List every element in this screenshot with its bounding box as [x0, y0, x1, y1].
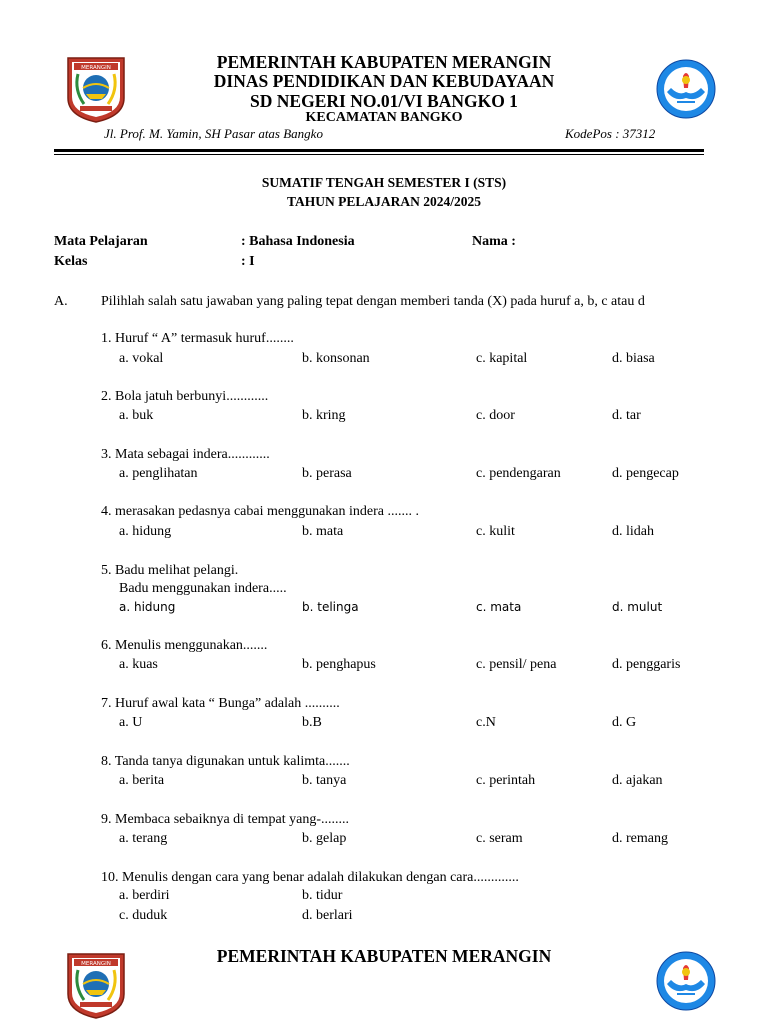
option-1c: c. kapital: [476, 351, 528, 366]
option-5d: d. mulut: [612, 600, 663, 614]
option-7a: a. U: [119, 715, 143, 730]
header-line-2: DINAS PENDIDIKAN DAN KEBUDAYAAN: [213, 71, 555, 91]
option-6d: d. penggaris: [612, 657, 681, 672]
postcode: KodePos : 37312: [565, 126, 656, 141]
question-10: 10. Menulis dengan cara yang benar adalah dilakukan dengan cara.............: [101, 870, 519, 885]
option-4c: c. kulit: [476, 524, 515, 539]
header-line-1: PEMERINTAH KABUPATEN MERANGIN: [216, 52, 552, 72]
question-8: 8. Tanda tanya digunakan untuk kalimta.......: [101, 754, 350, 769]
option-2b: b. kring: [302, 408, 346, 423]
option-9d: d. remang: [612, 831, 668, 846]
option-6c: c. pensil/ pena: [476, 657, 557, 672]
header-line-3: SD NEGERI NO.01/VI BANGKO 1: [250, 91, 518, 111]
question-6: 6. Menulis menggunakan.......: [101, 638, 268, 653]
option-1b: b. konsonan: [302, 351, 370, 366]
option-4a: a. hidung: [119, 524, 172, 539]
option-2c: c. door: [476, 408, 515, 423]
question-9: 9. Membaca sebaiknya di tempat yang-........: [101, 812, 350, 827]
option-6b: b. penghapus: [302, 657, 376, 672]
option-10a: a. berdiri: [119, 888, 170, 903]
header-rule-thick: [54, 149, 704, 152]
option-1a: a. vokal: [119, 351, 164, 366]
question-5-line-2: Badu menggunakan indera.....: [119, 581, 287, 596]
option-9c: c. seram: [476, 831, 523, 846]
option-4d: d. lidah: [612, 524, 654, 539]
option-7b: b.B: [302, 715, 322, 730]
exam-title: SUMATIF TENGAH SEMESTER I (STS): [261, 175, 507, 190]
option-4b: b. mata: [302, 524, 344, 539]
svg-text:MERANGIN: MERANGIN: [81, 961, 111, 967]
option-5c: c. mata: [476, 600, 522, 614]
option-3d: d. pengecap: [612, 466, 679, 481]
header-line-4: KECAMATAN BANGKO: [305, 110, 463, 125]
question-5: 5. Badu melihat pelangi.: [101, 563, 239, 578]
option-9a: a. terang: [119, 831, 168, 846]
question-4: 4. merasakan pedasnya cabai menggunakan indera ....... .: [101, 504, 419, 519]
exam-year: TAHUN PELAJARAN 2024/2025: [286, 194, 481, 209]
option-2a: a. buk: [119, 408, 154, 423]
option-10b: b. tidur: [302, 888, 343, 903]
question-7: 7. Huruf awal kata “ Bunga” adalah ..........: [101, 696, 340, 711]
option-3b: b. perasa: [302, 466, 352, 481]
option-10c: c. duduk: [119, 908, 168, 923]
question-1: 1. Huruf “ A” termasuk huruf........: [101, 331, 294, 346]
option-7c: c.N: [476, 715, 496, 730]
option-8b: b. tanya: [302, 773, 347, 788]
option-6a: a. kuas: [119, 657, 158, 672]
question-3: 3. Mata sebagai indera............: [101, 447, 270, 462]
section-letter: A.: [54, 294, 68, 309]
option-7d: d. G: [612, 715, 637, 730]
option-10d: d. berlari: [302, 908, 353, 923]
option-5a: a. hidung: [119, 600, 176, 614]
header-rule-thin: [54, 154, 704, 155]
option-8a: a. berita: [119, 773, 165, 788]
footer-header-line-1: PEMERINTAH KABUPATEN MERANGIN: [216, 946, 552, 966]
class-value: : I: [241, 254, 255, 269]
name-label: Nama :: [472, 234, 516, 249]
svg-text:MERANGIN: MERANGIN: [81, 65, 111, 71]
option-2d: d. tar: [612, 408, 641, 423]
option-8c: c. perintah: [476, 773, 536, 788]
option-1d: d. biasa: [612, 351, 655, 366]
question-2: 2. Bola jatuh berbunyi............: [101, 389, 269, 404]
section-instruction: Pilihlah salah satu jawaban yang paling tepat dengan memberi tanda (X) pada huruf a, b, c atau d: [101, 294, 645, 309]
subject-label: Mata Pelajaran: [54, 234, 148, 249]
option-9b: b. gelap: [302, 831, 347, 846]
option-8d: d. ajakan: [612, 773, 663, 788]
subject-value: : Bahasa Indonesia: [241, 234, 355, 249]
option-3c: c. pendengaran: [476, 466, 561, 481]
class-label: Kelas: [54, 254, 88, 269]
school-address: Jl. Prof. M. Yamin, SH Pasar atas Bangko: [104, 126, 323, 141]
option-5b: b. telinga: [302, 600, 359, 614]
option-3a: a. penglihatan: [119, 466, 198, 481]
